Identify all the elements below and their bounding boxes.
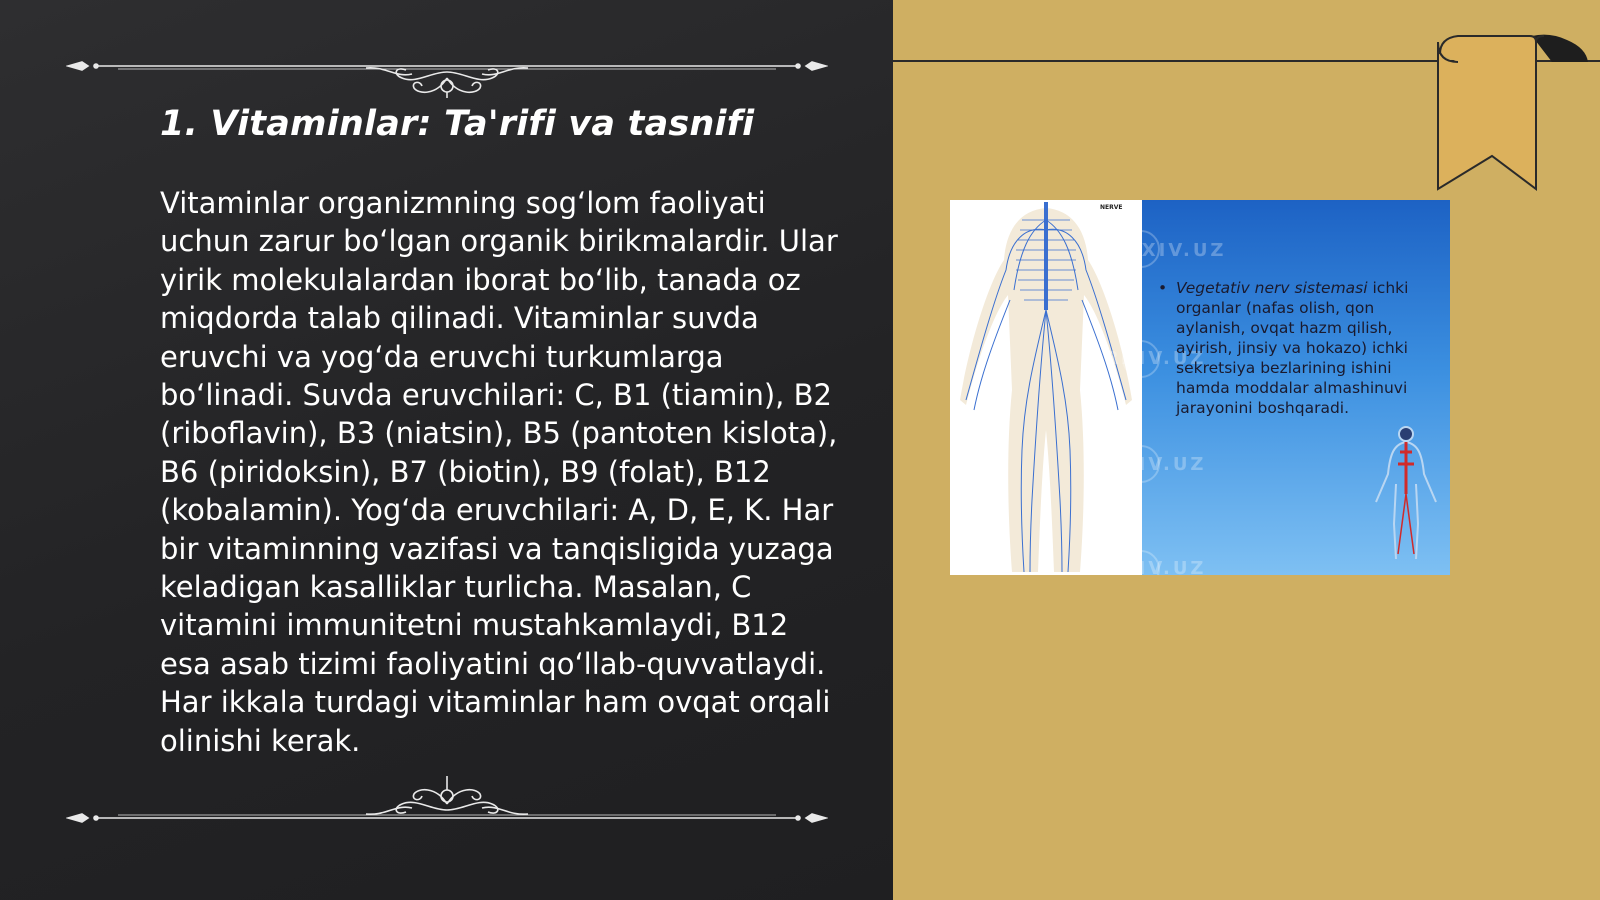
bullet-text: ichki organlar (nafas olish, qon aylanish, ovqat hazm qilish, ayirish, jinsiy va hokazo) ichki sekretsiya bezlarining ishini hamda moddalar almashinuvi jarayonini boshqaradi. [1176, 279, 1409, 417]
bookmark-ribbon-icon [1432, 34, 1592, 199]
slide-body-text: Vitaminlar organizmning sog‘lom faoliyati uchun zarur bo‘lgan organik birikmalardir. Ular yirik molekulalardan iborat bo‘lib, tanada oz miqdorda talab qilinadi. Vitaminlar suvda eruvchi va yog‘da eruvchi turkumlarga bo‘linadi. Suvda eruvchilari: C, B1 (tiamin), B2 (riboflavin), B3 (niatsin), B5 (pantoten kislota), B6 (piridoksin), B7 (biotin), B9 (folat), B12 (kobalamin). Yog‘da eruvchilari: A, D, E, K. Har bir vitaminning vazifasi va tanqisligida yuzaga keladigan kasalliklar turlicha. Masalan, C vitamini immunitetni mustahkamlaydi, B12 esa asab tizimi faoliyatini qo‘llab-quvvatlaydi. Har ikkala turdagi vitaminlar ham ovqat orqali olinishi kerak. [160, 186, 838, 758]
watermark: ARXIV.UZ [1088, 454, 1207, 475]
watermark: ARXIV.UZ [1088, 558, 1207, 575]
bottom-ornament-divider-icon [66, 770, 828, 830]
figure-bullet-list [1156, 278, 1436, 418]
human-figure-icon [1366, 424, 1446, 564]
bullet-term: Vegetativ nerv sistemasi [1176, 279, 1368, 297]
nerve-label: NERVE [1100, 204, 1123, 211]
top-ornament-divider-icon [66, 38, 828, 98]
slide-title: 1. Vitaminlar: Ta'rifi va tasnifi [160, 104, 755, 144]
figure-bullet-item [1156, 278, 1436, 418]
nervous-system-figure [950, 200, 1450, 575]
watermark: ARXIV.UZ [1088, 348, 1207, 369]
watermark: ARXIV.UZ [1108, 240, 1227, 261]
